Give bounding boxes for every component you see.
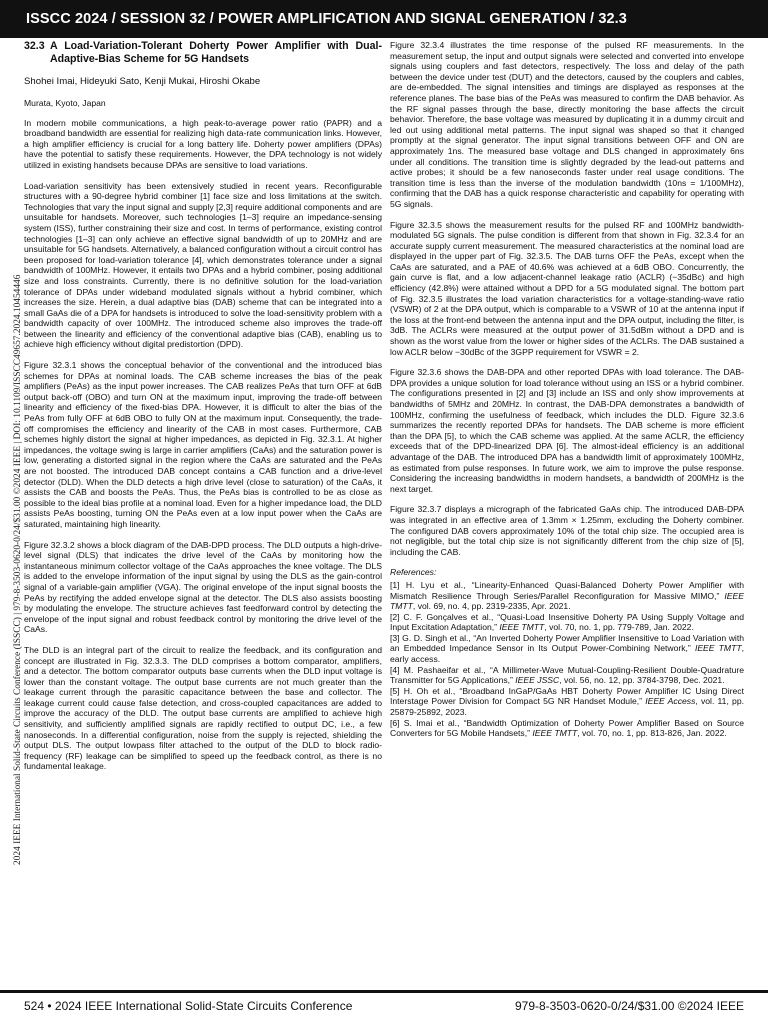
reference-text: [1] H. Lyu et al., “Linearity-Enhanced Quasi-Balanced Doherty Power Amplifier with Mismatch Resilience Through Series/Parallel Reconfiguration for Massive MIMO,”: [390, 579, 744, 601]
reference-item: [390, 718, 744, 739]
reference-venue: IEEE TMTT: [390, 590, 744, 612]
footer-rule: [0, 990, 768, 993]
body-paragraph: Load-variation sensitivity has been extensively studied in recent years. Reconfigurable structures with a 90-degree hybrid combiner [1] face size and loss limitations at the switch. Technologies that vary the input signal and supply [2,3] require additional components and are unsuitable for handsets. Moreover, such technologies [1–3] require an impedance-sensing system (ISS), further constraining their size and cost. In terms of performance, existing control technologies [1–3] can only achieve an effective signal bandwidth of up to 20MHz and are unsuitable for 5G handsets. Alternatively, a balanced configuration without a circuit control has been proposed for load-variation tolerance [4], which demonstrates tolerance under a signal bandwidth of 100MHz. However, it entails two DPAs and a hybrid combiner, posing additional size and loss constraints. Currently, there is no definitive solution for the load-variation tolerance of DPAs under wideband modulated signals without a hybrid combiner, which increases the size. Herein, a dual adaptive bias (DAB) scheme that can be integrated into a small GaAs die of a DPA for handsets is introduced to solve the load-sensitivity problem with a bandwidth capacity of over 100MHz. The introduced scheme also improves the trade-off between the linearity and efficiency of the conventional adaptive bias (CAB), enabling us to achieve high efficiency without digital predistortion (DPD).: [24, 180, 382, 350]
footer-copyright: 979-8-3503-0620-0/24/$31.00 ©2024 IEEE: [514, 999, 744, 1013]
side-strip: [2, 165, 23, 865]
reference-venue: IEEE TMTT: [694, 643, 742, 654]
paper-affiliation: Murata, Kyoto, Japan: [24, 98, 106, 108]
reference-details: , vol. 70, no. 1, pp. 813-826, Jan. 2022.: [577, 728, 727, 739]
paper-title-text: A Load-Variation-Tolerant Doherty Power Amplifier with Dual-Adaptive-Bias Scheme for 5G Handsets: [50, 40, 382, 65]
body-paragraph: Figure 32.3.4 illustrates the time response of the pulsed RF measurements. In the measurement setup, the input and output signals were selected and converted into envelope signals using couplers and fast detectors, respectively. The loss and delay of the path between the device under test (DUT) and the detectors, caused by the couplers and cables, are de-embedded. The signal intensities and timings are displayed as responses at the reference planes. The base bias of the PeAs was measured to confirm the DAB behavior. As the RF signal passes through the base, directly monitoring the base affects the circuit behavior. Therefore, the base voltage was measured by duplicating it in a dummy circuit and led out using additional metal patterns. The input signal was shaped so that it changed promptly at the signal generator. The input signal transitions between OFF and ON are approximately 1ns. The measured base voltage and DLS changed in approximately 6ns under all conditions. The transition time is slightly degraded by the lead-out patterns and active probes; it should be a few nanoseconds faster under real usage conditions. The transition time is less than the inverse of the modulation bandwidth (10ns = 1/100MHz), confirming that the DAB has a quick response characteristic and capability for operating with 5G signals.: [390, 40, 744, 209]
body-paragraph: Figure 32.3.1 shows the conceptual behavior of the conventional and the introduced bias schemes for DPAs at nominal loads. The CAB scheme increases the bias of the peak amplifiers (PeAs) as the input power increases. The CAB realizes PeAs that turn OFF at 6dB output back-off (OBO) and turn ON at the maximum input, improving the trade-off between linearity and efficiency of the fixed-bias DPA. However, it is difficult to alter the bias of the PeAs from fully OFF at 6dB OBO to fully ON at the maximum input. Consequently, the trade-off compromises the efficiency and linearity of the CAB in most cases. Furthermore, CAB schemes highly distort the signal at higher impedances, as depicted in Fig. 32.3.1. At higher impedances, the voltage swing is large in carrier amplifiers (CaAs) and the saturation power is low, generating a distorted signal in the region where the CaAs are saturated and the PeAs are not boosted. The introduced DAB concept contains a CAB function and a drive-level detector (DLD). When the DLD detects a high drive level (close to saturation) of the CaAs, it assists the CAB and boosts the PeAs. Thus, the PeAs bias is controlled to be as close as possible to the ideal bias profile at a nominal load. Even for a higher impedance load, the DLD assists PeAs boosting, turning ON the PeAs even at a low input power when the CaAs are saturated, maintaining high linearity.: [24, 360, 382, 529]
left-column: [24, 40, 382, 782]
reference-venue: IEEE TMTT: [532, 728, 578, 739]
reference-item: [390, 633, 744, 665]
reference-item: [390, 686, 744, 718]
running-header: [0, 0, 768, 38]
reference-venue: IEEE TMTT: [499, 622, 545, 633]
right-body: [390, 40, 744, 557]
paper-number: 32.3: [24, 40, 45, 52]
body-paragraph: Figure 32.3.6 shows the DAB-DPA and other reported DPAs with load tolerance. The DAB-DPA provides a unique solution for load tolerance without using an ISS or a hybrid combiner. The configurations presented in [2] and [3] include an ISS and only show improvements at bandwidths of 5MHz and 20MHz. In contrast, the DAB-DPA demonstrates a bandwidth of 100MHz, confirming the usefulness of feedback, which includes the DLD. Figure 32.3.6 summarizes the recently reported DPAs for handsets. The DAB scheme is more efficient than the DPA [5], to which the CAB scheme was applied. At the same ACLR, the efficiency exceeds that of the DPD-linearized DPA [6]. The almost-ideal efficiency is an additional advantage of the DAB. The introduced DPA has a bandwidth limit of approximately 100MHz, as estimated from pulse responses. In future work, we aim to improve the pulse response. Considering the increasing bandwidths in modern handsets, a bandwidth of 200MHz is the next target.: [390, 367, 744, 494]
reference-text: [6] S. Imai et al., “Bandwidth Optimization of Doherty Power Amplifier Based on Source Converters for 5G Mobile Handsets,”: [390, 717, 744, 739]
references-section: [390, 567, 744, 739]
paper-title: [24, 40, 382, 66]
reference-details: , vol. 69, no. 4, pp. 2319-2335, Apr. 2021.: [412, 601, 571, 612]
reference-details: , early access.: [390, 643, 744, 665]
running-title: ISSCC 2024 / SESSION 32 / POWER AMPLIFICATION AND SIGNAL GENERATION / 32.3: [26, 11, 627, 27]
reference-item: [390, 665, 744, 686]
reference-text: [2] C. F. Gonçalves et al., “Quasi-Load Insensitive Doherty PA Using Supply Voltage and Input Excitation Adaptation,”: [390, 611, 744, 633]
reference-details: , vol. 70, no. 1, pp. 779-789, Jan. 2022.: [544, 622, 694, 633]
left-body: [24, 118, 382, 772]
body-paragraph: In modern mobile communications, a high peak-to-average power ratio (PAPR) and a broadband bandwidth are essential for realizing high data-rate communication links. However, a high amplifier efficiency is crucial for a long battery life. Doherty power amplifiers (DPAs) have the potential to satisfy these requirements. However, the DPA technology is not widely utilized in existing handsets because DPAs are sensitive to load variations.: [24, 117, 382, 170]
body-paragraph: Figure 32.3.5 shows the measurement results for the pulsed RF and 100MHz bandwidth-modulated 5G signals. The pulse condition is different from that shown in Fig. 32.3.4 for an accurate supply current measurement. The measured characteristics at the nominal load are displayed in the upper part of Fig. 32.3.5. The DAB turns OFF the PeAs, except when the CaAs are saturated, and a PAE of 40.6% was achieved at a 6dB OBO. Concurrently, the gain curve is flat, and a low adjacent-channel leakage ratio (ACLR) (−35dBc) and high efficiency (42.8%) were attained without a DPD for a 5G modulated signal. The bottom part of Fig. 32.3.5 illustrates the load variation characteristics for a voltage-standing-wave ratio (VSWR) of 2 at the DPA output, which is comparable to a VSWR of 10 at the antenna input if the loss at the front-end between the antenna input and the DPA output, including the filter, is 3dB. The ACLRs were measured at the output power of 31.5dBm without a DPD and is shown as the worst value from the lower or higher sides of the ACLRs. The DAB sustained a low ACLR below −30dBc of the 3GPP requirement for VSWR = 2.: [390, 219, 744, 357]
reference-item: [390, 580, 744, 612]
reference-text: [5] H. Oh et al., “Broadband InGaP/GaAs HBT Doherty Power Amplifier IC Using Direct Interstage Power Division for Compact 5G NR Handset Module,”: [390, 685, 744, 707]
reference-venue: IEEE JSSC: [515, 675, 560, 686]
sidebar-doi-text: 2024 IEEE International Solid-State Circuits Conference (ISSCC) | 979-8-3503-0620-0/24/$31.00 ©2024 IEEE | DOI: 10.1109/ISSCC49657.2024.10454446: [13, 274, 23, 865]
body-paragraph: Figure 32.3.2 shows a block diagram of the DAB-DPD process. The DLD outputs a high-drive-level signal (DLS) that indicates the drive level of the CaAs by monitoring how the instantaneous minimum collector voltage of the CaAs approaches the knee voltage. The DLS is added to the envelope information of the input signal by using the DLS as the gain-control signal of a variable-gain amplifier (VGA). The original envelope of the input signal boosts the PeAs by rectifying the added envelope signal at the detector. The DLS also assists boosting by modulating the envelope. The structure achieves fast feedforward control by detecting the envelope of the input signal and robust feedback control by monitoring the drive level of the CaAs.: [24, 539, 382, 635]
reference-details: , vol. 56, no. 12, pp. 3784-3798, Dec. 2021.: [559, 675, 725, 686]
body-paragraph: The DLD is an integral part of the circuit to realize the feedback, and its configuration and concept are illustrated in Fig. 32.3.3. The DLD comprises a bottom comparator, amplifiers, and a detector. The bottom comparator outputs base currents when the DLD input voltage is lower than the constant voltage. The output base currents are not much greater than the leakage current through the parasitic capacitance between the base and collector. The leakage current could cause false detection, and cross-coupled capacitances are added to improve the accuracy of the DLD. The output base currents are amplified to achieve high sensitivity, and sufficiently amplified signals are rapidly rectified to output DC, i.e., a few nanoseconds. In a differential configuration, noise from the supply is rejected, shielding the output DLS. The output lowpass filter attached to the output of the DLD to block radio-frequency (RF) leakage can be simplified to speed up the feedback control, as there is no fundamental leakage.: [24, 644, 382, 772]
paper-authors: Shohei Imai, Hideyuki Sato, Kenji Mukai, Hiroshi Okabe: [24, 76, 261, 87]
references-list: [390, 580, 744, 739]
body-paragraph: Figure 32.3.7 displays a micrograph of the fabricated GaAs chip. The introduced DAB-DPA was integrated in an effective area of 1.3mm × 1.25mm, excluding the Doherty combiner. The configured DAB covers approximately 10% of the total chip size. The occupied area is not negligible, but the total chip size is not significantly different from the chip size of [5], including the CAB.: [390, 504, 744, 557]
footer-page-info: 524 • 2024 IEEE International Solid-State Circuits Conference: [24, 999, 353, 1013]
reference-text: [3] G. D. Singh et al., “An Inverted Doherty Power Amplifier Insensitive to Load Variation with an Embedded Impedance Sensor in Its Output Power-Combining Network,”: [390, 632, 744, 654]
reference-item: [390, 612, 744, 633]
reference-text: [4] M. Pashaeifar et al., “A Millimeter-Wave Mutual-Coupling-Resilient Double-Quadrature Transmitter for 5G Applications,”: [390, 664, 744, 686]
right-column: [390, 40, 744, 739]
references-heading: References:: [390, 567, 437, 578]
reference-venue: IEEE Access: [645, 696, 696, 707]
reference-details: , vol. 11, pp. 25879-25892, 2023.: [390, 696, 744, 718]
